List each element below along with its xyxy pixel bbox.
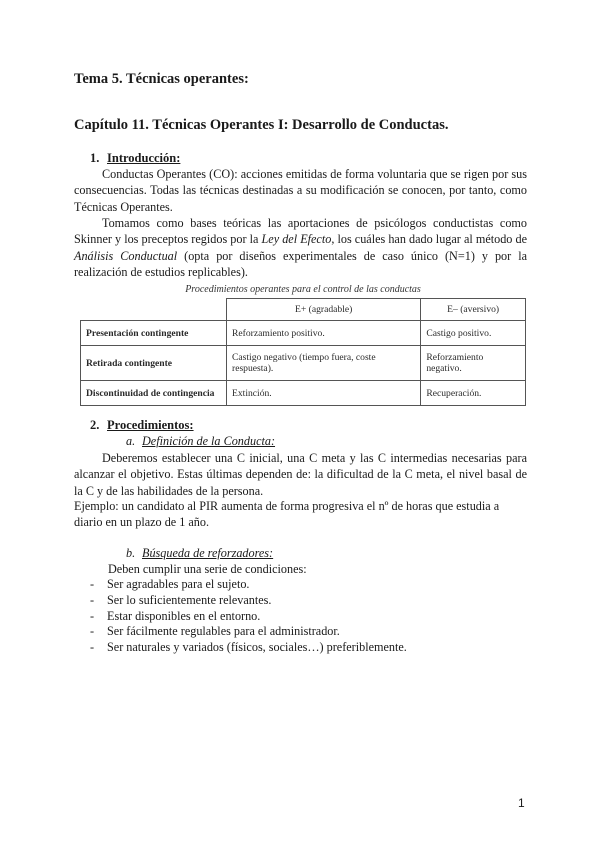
table-cell: Recuperación.	[421, 381, 526, 406]
example-paragraph: Ejemplo: un candidato al PIR aumenta de forma progresiva el nº de horas que estudia a diario en un plazo de 1 año.	[74, 499, 500, 530]
table-cell: Castigo positivo.	[421, 321, 526, 346]
intro-paragraph-1: Conductas Operantes (CO): acciones emitidas de forma voluntaria que se rigen por sus consecuencias. Todas las técnicas destinadas a su modificación se conocen, por tanto, como Técnicas Operantes.	[74, 167, 527, 214]
table-cell: Reforzamiento positivo.	[227, 321, 421, 346]
subsection-b-title: Búsqueda de reforzadores:	[142, 546, 274, 560]
table-cell: Extinción.	[227, 381, 421, 406]
conditions-intro: Deben cumplir una serie de condiciones:	[108, 562, 307, 576]
intro-p2-text-a: Tomamos como bases teóricas las aportaciones de psicólogos conductistas como Skinner y los preceptos regidos por la	[74, 216, 527, 247]
ley-del-efecto: Ley del Efecto	[261, 232, 332, 247]
section-1-title: Introducción:	[107, 151, 181, 165]
section-1-number: 1.	[90, 151, 100, 165]
table-row-label: Retirada contingente	[81, 346, 227, 381]
list-dash: -	[90, 577, 95, 591]
list-item-text: Ser agradables para el sujeto.	[107, 577, 250, 591]
table-col-header-positive: E+ (agradable)	[227, 299, 421, 321]
table-corner-cell	[81, 299, 227, 321]
table-row-label: Discontinuidad de contingencia	[81, 381, 227, 406]
list-item-text: Estar disponibles en el entorno.	[107, 608, 261, 623]
list-dash: -	[90, 592, 95, 607]
list-item	[90, 624, 407, 640]
table-caption: Procedimientos operantes para el control de las conductas	[185, 284, 421, 295]
procedures-table	[80, 298, 526, 406]
list-item	[90, 593, 407, 609]
table-cell: Castigo negativo (tiempo fuera, coste respuesta).	[227, 346, 421, 381]
list-item-text: Ser naturales y variados (físicos, sociales…) preferiblemente.	[107, 640, 407, 655]
tema-heading: Tema 5. Técnicas operantes:	[74, 71, 249, 87]
subsection-a-heading	[126, 434, 275, 449]
list-item	[90, 577, 407, 593]
subsection-b-heading	[126, 546, 273, 561]
subsection-a-letter: a.	[126, 434, 136, 448]
section-2-number: 2.	[90, 418, 100, 432]
list-item	[90, 609, 407, 625]
table-col-header-aversive: E– (aversivo)	[421, 299, 526, 321]
intro-p2-text-c: (opta por diseños experimentales de caso único (N=1) y por la realización de estudios replicables).	[74, 248, 528, 280]
analisis-conductual: Análisis Conductual	[74, 248, 178, 263]
subsection-a-title: Definición de la Conducta:	[142, 434, 276, 448]
page-number: 1	[518, 796, 525, 810]
subsection-b-letter: b.	[126, 546, 136, 560]
list-item	[90, 640, 407, 656]
table-cell: Reforzamiento negativo.	[421, 346, 526, 381]
table-row	[81, 321, 526, 346]
chapter-heading: Capítulo 11. Técnicas Operantes I: Desarrollo de Conductas.	[74, 117, 449, 133]
list-dash: -	[90, 624, 95, 639]
intro-p2-text-b: , los cuáles han dado lugar al método de	[331, 232, 527, 247]
list-item-text: Ser fácilmente regulables para el administrador.	[107, 624, 340, 639]
table-row	[81, 381, 526, 406]
list-item-text: Ser lo suficientemente relevantes.	[107, 592, 272, 607]
table-row-label: Presentación contingente	[81, 321, 227, 346]
table-row	[81, 346, 526, 381]
section-2-title: Procedimientos:	[107, 418, 194, 432]
conditions-list	[90, 577, 407, 656]
section-1-heading	[90, 151, 180, 166]
list-dash: -	[90, 640, 95, 655]
section-2-heading	[90, 418, 194, 433]
table-header-row	[81, 299, 526, 321]
definition-paragraph: Deberemos establecer una C inicial, una C meta y las C intermedias necesarias para alcanzar el objetivo. Estas últimas dependen de: la dificultad de la C meta, el nivel basal de la C y de las habilidades de la persona.	[74, 451, 527, 498]
list-dash: -	[90, 608, 95, 623]
intro-paragraph-2	[74, 215, 527, 281]
